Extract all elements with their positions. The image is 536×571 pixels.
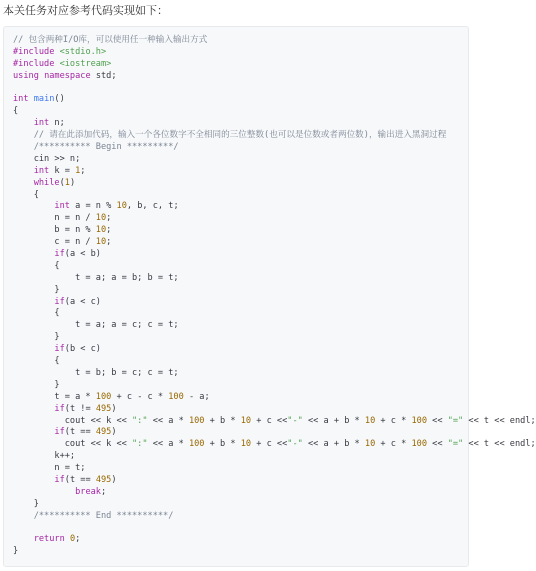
code-comment: // 包含两种I/O库，可以使用任一种输入输出方式 (13, 35, 208, 45)
keyword: if (54, 403, 65, 414)
code-line (13, 261, 536, 273)
keyword: using (13, 70, 39, 81)
code-text: (t == (64, 427, 96, 438)
code-comment: /********** Begin *********/ (13, 142, 179, 153)
code-text: , b, c, t; (126, 201, 179, 212)
code-line (13, 439, 536, 451)
code-text: } (13, 546, 19, 557)
code-text: n = n / (13, 213, 96, 224)
code-block (3, 26, 536, 567)
code-line (13, 487, 536, 499)
keyword: namespace (44, 70, 91, 81)
string-literal: "-" (287, 439, 303, 450)
type-keyword: int (33, 118, 50, 129)
code-line (13, 178, 536, 190)
function-name: main (33, 94, 55, 105)
include-path: <stdio.h> (59, 46, 107, 57)
string-literal: "=" (447, 415, 464, 426)
code-text: n; (49, 118, 65, 129)
code-text: { (13, 260, 60, 271)
keyword: if (54, 344, 65, 355)
string-literal: "-" (287, 415, 303, 426)
type-keyword: int (13, 94, 29, 105)
code-line (13, 190, 536, 202)
code-text (13, 178, 34, 188)
code-line (13, 523, 536, 535)
code-content (13, 35, 536, 558)
code-line (13, 463, 536, 475)
code-text: { (13, 106, 19, 117)
code-text (13, 404, 54, 414)
code-text: << a * (147, 439, 189, 450)
code-text: << a * (147, 415, 189, 426)
code-line (13, 166, 536, 178)
code-text: } (13, 332, 60, 343)
preprocessor-directive: #include (13, 46, 60, 57)
code-text: cout << k << (13, 415, 132, 426)
number-literal: 10 (95, 237, 107, 248)
code-text (13, 118, 34, 128)
code-line (13, 130, 536, 142)
code-text (13, 249, 54, 259)
number-literal: 10 (116, 201, 127, 212)
code-line (13, 308, 536, 320)
code-text: t = a * (13, 391, 96, 402)
keyword: if (54, 249, 65, 260)
code-text: ; (75, 534, 81, 545)
code-text: { (13, 189, 39, 200)
code-line (13, 380, 536, 392)
code-line (13, 297, 536, 309)
code-text: ( (59, 177, 65, 188)
keyword: if (54, 296, 65, 307)
number-literal: 10 (364, 415, 376, 426)
type-keyword: int (54, 201, 70, 212)
code-text: (b < c) (64, 344, 101, 355)
number-literal: 10 (364, 439, 376, 450)
code-line (13, 35, 536, 47)
code-line (13, 332, 536, 344)
code-text: + c * (375, 415, 412, 426)
code-text: a = n % (69, 201, 117, 212)
code-text (13, 487, 75, 497)
code-line (13, 285, 536, 297)
number-literal: 495 (95, 427, 112, 438)
code-line (13, 106, 536, 118)
number-literal: 1 (64, 177, 70, 188)
code-line (13, 213, 536, 225)
code-text (13, 166, 34, 176)
code-text (13, 534, 34, 544)
code-text: k++; (13, 451, 76, 462)
code-line (13, 392, 536, 404)
number-literal: 100 (411, 439, 427, 450)
number-literal: 100 (188, 415, 205, 426)
number-literal: 100 (188, 439, 205, 450)
code-text (13, 201, 54, 211)
code-text: b = n % (13, 225, 96, 236)
code-line (13, 499, 536, 511)
code-text (13, 475, 54, 485)
code-text: + b * (204, 415, 241, 426)
keyword: break (75, 486, 101, 497)
number-literal: 10 (240, 439, 252, 450)
code-text: << (427, 415, 448, 426)
code-text (13, 344, 54, 354)
code-text: } (13, 498, 39, 509)
code-line (13, 273, 536, 285)
code-text: (t != (64, 403, 96, 414)
code-text: } (13, 379, 60, 390)
code-line (13, 320, 536, 332)
code-line (13, 546, 536, 558)
code-text: (a < b) (64, 249, 101, 260)
string-literal: ":" (132, 439, 148, 450)
code-text: << t << endl; (463, 439, 536, 450)
code-text: { (13, 308, 60, 319)
code-text: (t == (64, 474, 96, 485)
number-literal: 100 (411, 415, 427, 426)
code-line (13, 475, 536, 487)
code-text: k = (49, 165, 76, 176)
code-line (13, 201, 536, 213)
code-text: n = t; (13, 463, 86, 474)
code-text: ; (100, 486, 107, 497)
code-line (13, 225, 536, 237)
code-text: ; (106, 213, 112, 224)
code-line (13, 83, 536, 95)
number-literal: 100 (95, 391, 112, 402)
intro-text: 本关任务对应参考代码实现如下： (3, 5, 168, 17)
code-text: + b * (204, 439, 241, 450)
number-literal: 495 (95, 403, 112, 414)
keyword: return (33, 534, 65, 545)
code-text: t = b; b = c; c = t; (13, 367, 179, 378)
code-text: << (427, 439, 448, 450)
number-literal: 495 (95, 474, 112, 485)
code-text: } (13, 284, 60, 295)
code-text: ) (69, 177, 76, 188)
code-text: ) (111, 474, 117, 485)
code-line (13, 237, 536, 249)
code-text: << a + b * (302, 439, 365, 450)
keyword: if (54, 474, 65, 485)
code-text: ) (111, 427, 117, 438)
code-text: cin >> n; (13, 153, 81, 164)
code-text: ; (106, 237, 112, 248)
code-line (13, 94, 536, 106)
code-text: << a + b * (302, 415, 365, 426)
number-literal: 0 (69, 534, 76, 545)
code-text: c = n / (13, 237, 96, 248)
code-text: t = a; a = b; b = t; (13, 272, 179, 283)
code-line (13, 59, 536, 71)
code-line (13, 368, 536, 380)
code-text (13, 297, 54, 307)
code-text: t = a; a = c; c = t; (13, 320, 179, 331)
code-comment: // 请在此添加代码，输入一个各位数字不全相同的三位整数(也可以是位数或者两位数)，输出进入黑洞过程 (13, 130, 447, 141)
code-text: + c << (251, 415, 288, 426)
code-line (13, 356, 536, 368)
code-line (13, 427, 536, 439)
code-comment: /********** End **********/ (13, 510, 174, 521)
number-literal: 10 (95, 225, 107, 236)
code-text: (a < c) (64, 296, 101, 307)
code-text: + c * (375, 439, 412, 450)
code-line (13, 451, 536, 463)
code-text: { (13, 356, 60, 367)
code-line (13, 511, 536, 523)
code-line (13, 118, 536, 130)
string-literal: ":" (132, 415, 148, 426)
code-line (13, 47, 536, 59)
type-keyword: int (33, 165, 50, 176)
code-line (13, 249, 536, 261)
code-line (13, 534, 536, 546)
code-text: std; (90, 70, 117, 81)
code-line (13, 142, 536, 154)
code-text: () (54, 94, 65, 105)
code-text: + c - c * (111, 391, 169, 402)
code-text: << t << endl; (463, 415, 536, 426)
number-literal: 1 (75, 165, 81, 176)
code-line (13, 404, 536, 416)
code-line (13, 416, 536, 428)
code-text: ; (80, 165, 86, 176)
number-literal: 100 (168, 391, 184, 402)
code-text (13, 427, 54, 437)
code-text: ) (111, 403, 117, 414)
code-line (13, 344, 536, 356)
code-line (13, 71, 536, 83)
keyword: while (33, 177, 60, 188)
code-line (13, 154, 536, 166)
code-text: - a; (183, 391, 210, 402)
keyword: if (54, 427, 65, 438)
preprocessor-directive: #include (13, 58, 60, 69)
code-text: ; (106, 225, 112, 236)
number-literal: 10 (95, 213, 107, 224)
code-text: + c << (251, 439, 288, 450)
number-literal: 10 (240, 415, 252, 426)
code-text: cout << k << (13, 439, 132, 450)
string-literal: "=" (447, 439, 464, 450)
include-path: <iostream> (59, 58, 112, 69)
